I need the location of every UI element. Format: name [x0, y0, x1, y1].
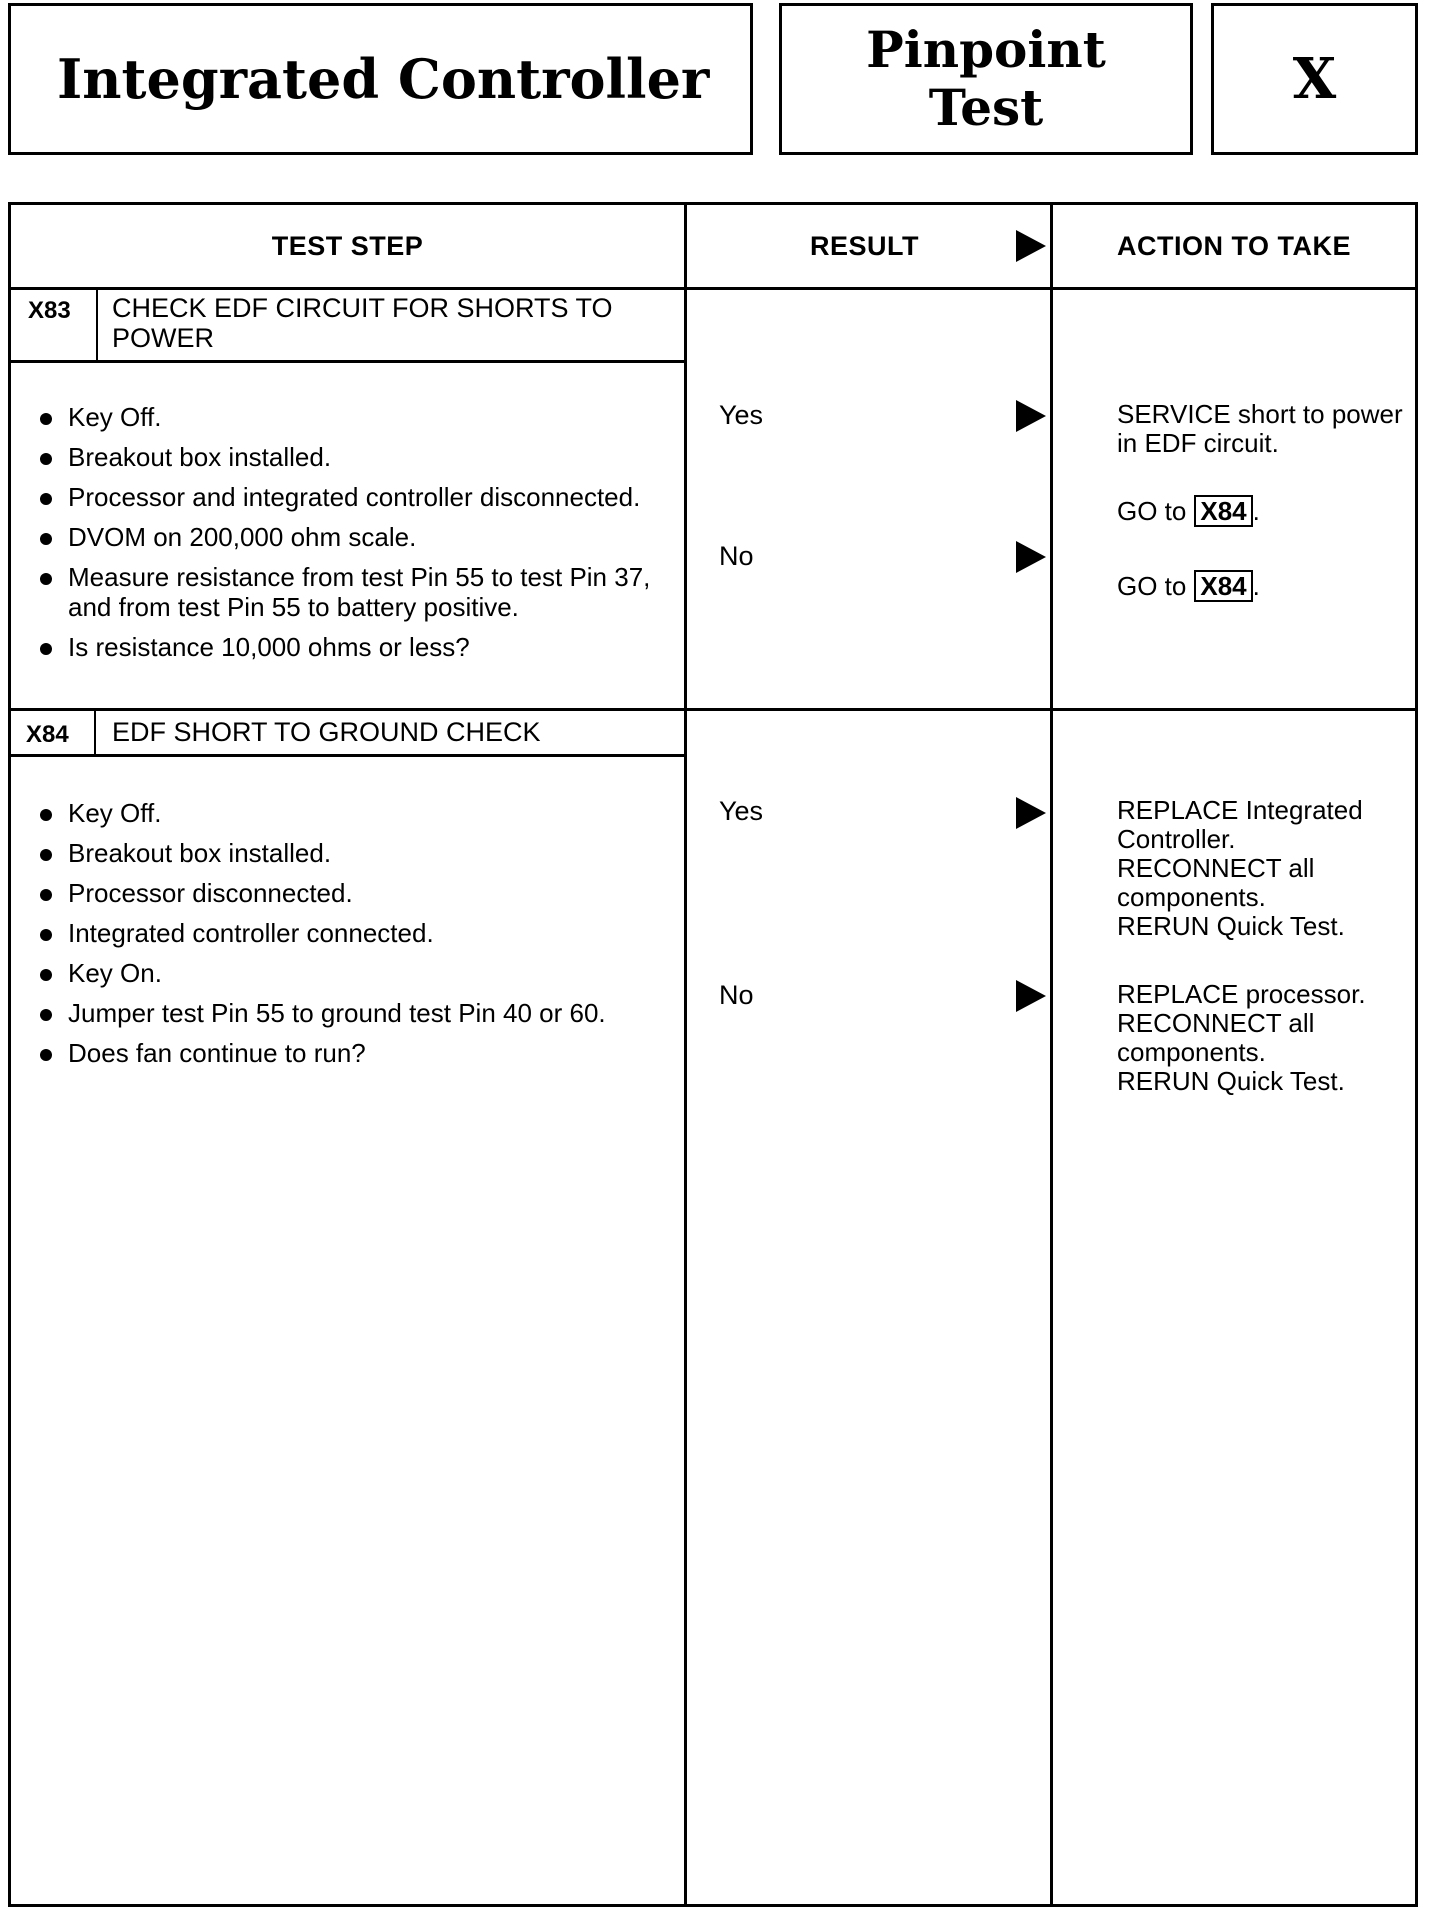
step-x84-id-divider: [94, 708, 96, 756]
step-x83-id-divider: [96, 287, 98, 362]
column-header-action: ACTION TO TAKE: [1117, 230, 1351, 261]
step-title: CHECK EDF CIRCUIT FOR SHORTS TO POWER: [112, 293, 613, 353]
list-item: Key Off.: [36, 798, 676, 828]
list-item: Key Off.: [36, 402, 666, 432]
result-no-arrow-icon: [1016, 541, 1046, 573]
step-x83-bullet-list: [36, 402, 666, 672]
result-yes-label: Yes: [719, 796, 764, 826]
result-no-label: No: [719, 541, 754, 571]
header-title: Integrated Controller: [57, 47, 710, 111]
action-text: GO to X84 .: [1117, 571, 1260, 601]
list-item: Does fan continue to run?: [36, 1038, 676, 1068]
column-header-result: RESULT: [810, 230, 919, 261]
list-item: Breakout box installed.: [36, 838, 676, 868]
column-divider-1: [684, 202, 687, 1907]
result-header-arrow-icon: [1016, 230, 1046, 262]
list-item: Key On.: [36, 958, 676, 988]
list-item: Is resistance 10,000 ohms or less?: [36, 632, 666, 662]
column-divider-2: [1050, 202, 1053, 1907]
action-text: REPLACE Integrated Controller. RECONNECT all components. RERUN Quick Test.: [1117, 795, 1363, 941]
step-x83-title-bottom: [8, 360, 687, 363]
header-test-type: Pinpoint Test: [866, 20, 1106, 137]
goto-prefix: GO to: [1117, 496, 1187, 526]
result-yes-arrow-icon: [1016, 400, 1046, 432]
list-item: Processor disconnected.: [36, 878, 676, 908]
header-letter: X: [1292, 46, 1337, 112]
list-item: Jumper test Pin 55 to ground test Pin 40 or 60.: [36, 998, 676, 1028]
list-item: Breakout box installed.: [36, 442, 666, 472]
table-border-right: [1415, 202, 1418, 1907]
list-item: Measure resistance from test Pin 55 to test Pin 37, and from test Pin 55 to battery positive.: [36, 562, 666, 622]
list-item: DVOM on 200,000 ohm scale.: [36, 522, 666, 552]
header-title-box: [8, 3, 753, 155]
step-reference: X84: [1194, 495, 1252, 527]
step-title: EDF SHORT TO GROUND CHECK: [112, 717, 541, 747]
column-header-test-step: TEST STEP: [271, 230, 424, 261]
action-text: REPLACE processor. RECONNECT all components. RERUN Quick Test.: [1117, 979, 1366, 1096]
header-row-divider: [8, 287, 1418, 290]
result-yes-label: Yes: [719, 400, 764, 430]
action-text: SERVICE short to power in EDF circuit. GO to X84 .: [1117, 399, 1403, 526]
table-border-left: [8, 202, 11, 1907]
list-item: Processor and integrated controller disconnected.: [36, 482, 666, 512]
step-id: X84: [26, 721, 69, 748]
result-yes-arrow-icon: [1016, 797, 1046, 829]
header-test-type-box: [779, 3, 1193, 155]
result-no-label: No: [719, 980, 754, 1010]
step-id: X83: [28, 297, 71, 324]
step-divider: [8, 708, 1418, 711]
step-x84-bullet-list: [36, 798, 676, 1078]
header-letter-box: [1211, 3, 1418, 155]
step-x84-title-bottom: [8, 754, 687, 757]
list-item: Integrated controller connected.: [36, 918, 676, 948]
result-no-arrow-icon: [1016, 980, 1046, 1012]
goto-prefix: GO to: [1117, 571, 1187, 601]
table-border-bottom: [8, 1904, 1418, 1907]
step-reference: X84: [1194, 570, 1252, 602]
